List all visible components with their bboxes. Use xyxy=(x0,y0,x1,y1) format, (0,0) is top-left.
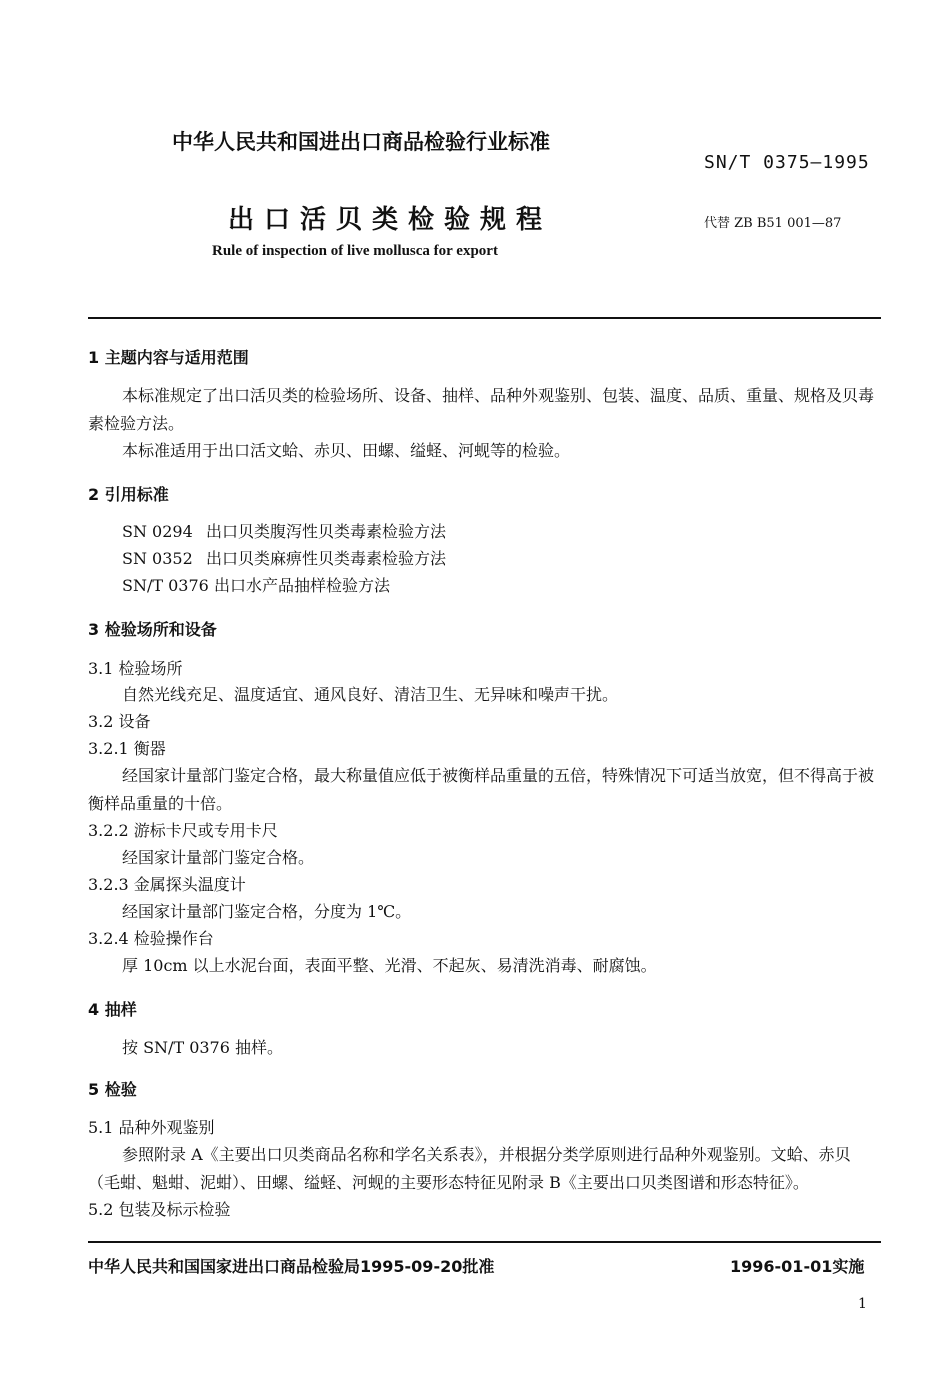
reference-code: SN 0352 xyxy=(122,549,193,568)
section-1-paragraph-1: 本标准规定了出口活贝类的检验场所、设备、抽样、品种外观鉴别、包装、温度、品质、重量、规格及贝毒素检验方法。 xyxy=(88,386,875,433)
reference-code: SN 0294 xyxy=(122,522,193,541)
clause-3-2-1-text: 经国家计量部门鉴定合格，最大称量值应低于被衡样品重量的五倍，特殊情况下可适当放宽，但不得高于被衡样品重量的十倍。 xyxy=(88,766,875,813)
approval-note: 中华人民共和国国家进出口商品检验局1995-09-20批准 xyxy=(88,1257,495,1276)
header-divider xyxy=(88,317,881,319)
reference-code: SN/T 0376 xyxy=(122,576,209,595)
english-title: Rule of inspection of live mollusca for export xyxy=(212,243,498,259)
clause-3-2-3: 3.2.3 金属探头温度计 xyxy=(88,875,246,894)
clause-3-2-3-text: 经国家计量部门鉴定合格，分度为 1℃。 xyxy=(122,902,412,921)
section-3-heading: 3 检验场所和设备 xyxy=(88,620,217,639)
section-1-paragraph-2: 本标准适用于出口活文蛤、赤贝、田螺、缢蛏、河蚬等的检验。 xyxy=(122,441,571,460)
page-number: 1 xyxy=(858,1296,867,1312)
clause-3-1-text: 自然光线充足、温度适宜、通风良好、清洁卫生、无异味和噪声干扰。 xyxy=(122,685,619,704)
section-1-heading: 1 主题内容与适用范围 xyxy=(88,348,249,367)
section-2-heading: 2 引用标准 xyxy=(88,485,169,504)
clause-5-2: 5.2 包装及标示检验 xyxy=(88,1200,231,1219)
section-4-text: 按 SN/T 0376 抽样。 xyxy=(122,1038,284,1057)
reference-title: 出口贝类麻痹性贝类毒素检验方法 xyxy=(206,549,447,568)
clause-3-2-2: 3.2.2 游标卡尺或专用卡尺 xyxy=(88,821,278,840)
org-title: 中华人民共和国进出口商品检验行业标准 xyxy=(172,130,550,154)
clause-3-2-2-text: 经国家计量部门鉴定合格。 xyxy=(122,848,315,867)
reference-title: 出口贝类腹泻性贝类毒素检验方法 xyxy=(206,522,447,541)
clause-3-2-4: 3.2.4 检验操作台 xyxy=(88,929,214,948)
replaces-standard: 代替 ZB B51 001—87 xyxy=(704,216,842,231)
clause-3-2-1: 3.2.1 衡器 xyxy=(88,739,166,758)
section-4-heading: 4 抽样 xyxy=(88,1000,137,1019)
clause-3-2-4-text: 厚 10cm 以上水泥台面，表面平整、光滑、不起灰、易清洗消毒、耐腐蚀。 xyxy=(122,956,657,975)
clause-5-1: 5.1 品种外观鉴别 xyxy=(88,1118,215,1137)
document-title: 出口活贝类检验规程 xyxy=(228,205,553,235)
clause-5-1-text: 参照附录 A《主要出口贝类商品名称和学名关系表》，并根据分类学原则进行品种外观鉴别。文蛤、赤贝（毛蚶、魁蚶、泥蚶）、田螺、缢蛏、河蚬的主要形态特征见附录 B《主要出口贝类图谱和形态特征》。 xyxy=(88,1145,851,1192)
footer-divider xyxy=(88,1241,881,1243)
clause-3-2: 3.2 设备 xyxy=(88,712,151,731)
effective-date: 1996-01-01实施 xyxy=(730,1257,865,1276)
standard-code: SN/T 0375—1995 xyxy=(704,152,870,173)
clause-3-1: 3.1 检验场所 xyxy=(88,659,183,678)
section-5-heading: 5 检验 xyxy=(88,1080,137,1099)
reference-title: 出口水产品抽样检验方法 xyxy=(214,576,391,595)
